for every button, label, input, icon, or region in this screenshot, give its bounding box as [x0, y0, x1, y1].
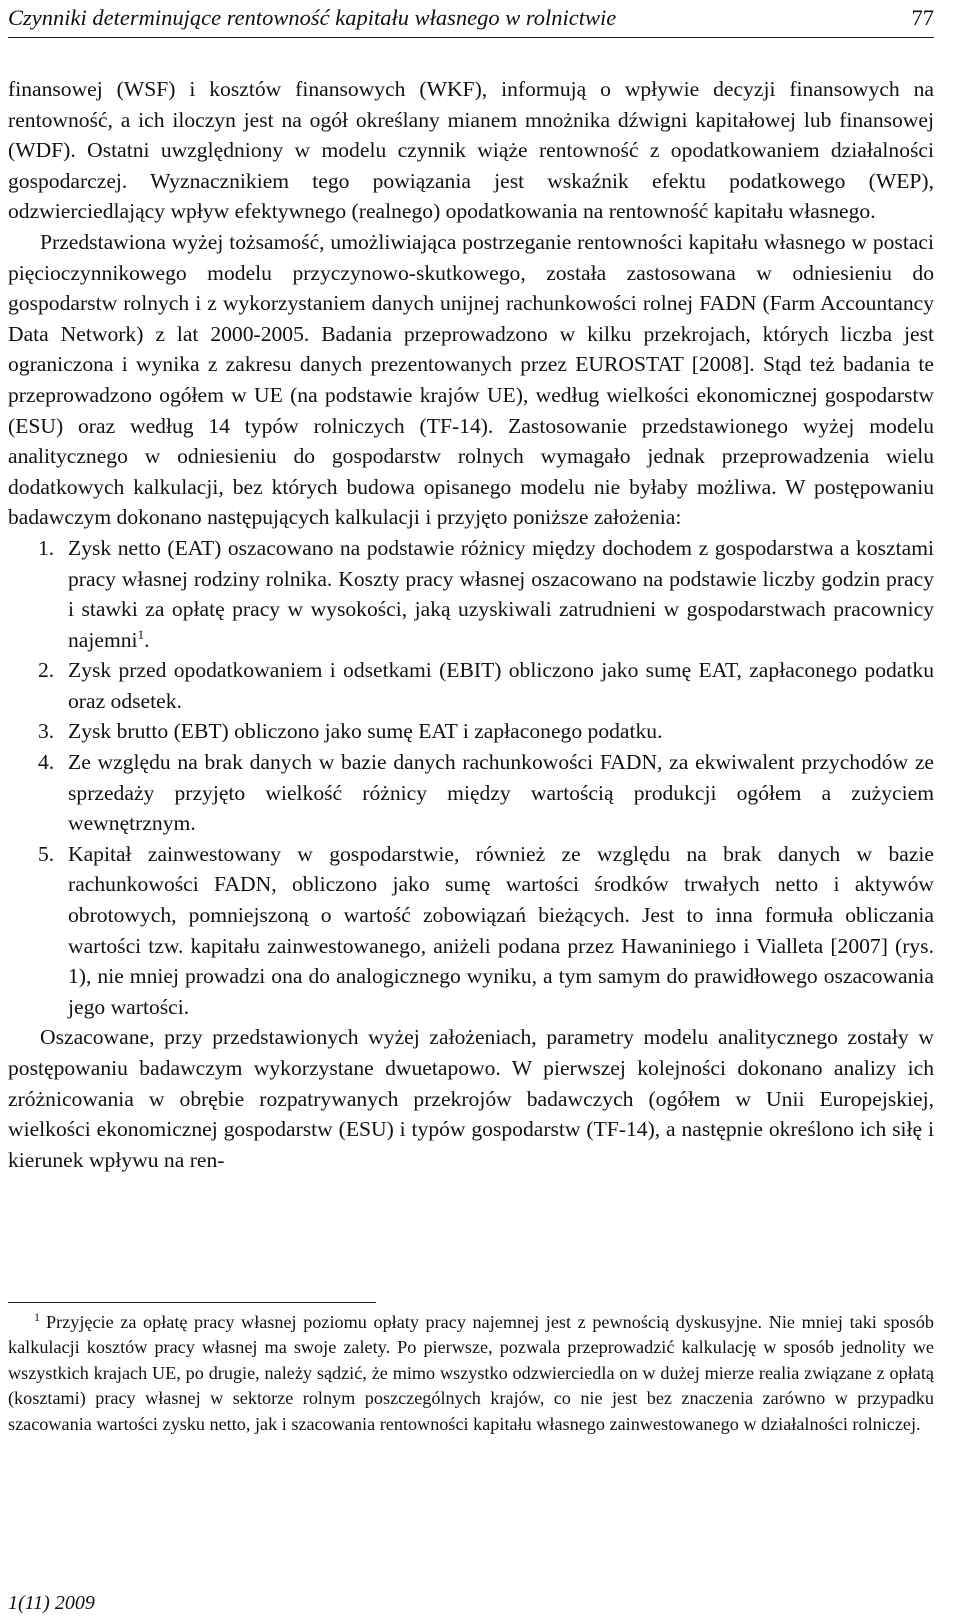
list-item-text: Zysk brutto (EBT) obliczono jako sumę EAT i zapłaconego podatku. — [68, 719, 663, 744]
footnote-reference: 1 — [137, 626, 145, 642]
running-title: Czynniki determinujące rentowność kapitału własnego w rolnictwie — [8, 5, 617, 30]
list-item — [8, 533, 934, 655]
list-item-text: Ze względu na brak danych w bazie danych rachunkowości FADN, za ekwiwalent przychodów ze sprzedaży przyjęto wielkość różnicy między wartością produkcji ogółem a zużyciem wewnętrznym. — [68, 750, 934, 836]
list-item — [8, 839, 934, 1023]
list-item-tail: . — [144, 627, 150, 652]
list-item — [8, 655, 934, 716]
paragraph-2: Przedstawiona wyżej tożsamość, umożliwiająca postrzeganie rentowności kapitału własnego w postaci pięcioczynnikowego modelu przyczynowo-skutkowego, została zastosowana w odniesieniu do gospodarstw rolnych i z wykorzystaniem danych unijnej rachunkowości rolnej FADN (Farm Accountancy Data Network) z lat 2000-2005. Badania przeprowadzono w kilku przekrojach, których liczba jest ograniczona i wynika z zakresu danych prezentowanych przez EUROSTAT [2008]. Stąd też badania te przeprowadzono ogółem w UE (na podstawie krajów UE), według wielkości ekonomicznej gospodarstw (ESU) oraz według 14 typów rolniczych (TF-14). Zastosowanie przedstawionego wyżej modelu analitycznego w odniesieniu do gospodarstw rolnych wymagało jednak przeprowadzenia wielu dodatkowych kalkulacji, bez których budowa opisanego modelu nie byłaby możliwa. W postępowaniu badawczym dokonano następujących kalkulacji i przyjęto poniższe założenia: — [8, 229, 934, 530]
list-item-text: Zysk przed opodatkowaniem i odsetkami (EBIT) obliczono jako sumę EAT, zapłaconego podatku oraz odsetek. — [68, 658, 934, 713]
list-item-text: Zysk netto (EAT) oszacowano na podstawie różnicy między dochodem z gospodarstwa a kosztami pracy własnej rodziny rolnika. Koszty pracy własnej oszacowano na podstawie liczby godzin pracy i stawki za opłatę pracy w wysokości, jaką uzyskiwali zatrudnieni w gospodarstwach pracownicy najemni — [68, 535, 934, 652]
footnote-marker: 1 — [34, 1310, 40, 1324]
list-item-number: 5. — [38, 841, 55, 866]
assumptions-list — [8, 533, 934, 1023]
body-text — [8, 74, 934, 1175]
footnote-text: Przyjęcie za opłatę pracy własnej poziomu opłaty pracy najemnej jest z pewnością dyskusyjne. Nie mniej taki sposób kalkulacji kosztów pracy własnej ma swoje zalety. Po pierwsze, pozwala przeprowadzić kalkulację w sposób jednolity we wszystkich krajach UE, po drugie, należy sądzić, że mimo wszystko odzwierciedla on w dużej mierze realia związane z opłatą (kosztami) pracy własnej w sektorze rolnym poszczególnych krajów, co nie jest bez znaczenia zarówno w przypadku szacowania wartości zysku netto, jak i szacowania rentowności kapitału własnego zainwestowanego w działalności rolniczej. — [8, 1312, 934, 1434]
page-number: 77 — [911, 5, 934, 30]
footnote — [8, 1310, 934, 1437]
list-item-number: 1. — [38, 535, 55, 560]
footnote-divider — [8, 1302, 376, 1303]
running-header — [8, 0, 934, 38]
running-footer: 1(11) 2009 — [8, 1592, 95, 1614]
list-item-number: 4. — [38, 750, 55, 775]
list-item-number: 2. — [38, 658, 55, 683]
paragraph-1: finansowej (WSF) i kosztów finansowych (WKF), informują o wpływie decyzji finansowych na rentowność, a ich iloczyn jest na ogół określany mianem mnożnika dźwigni kapitałowej lub finansowej (WDF). Ostatni uwzględniony w modelu czynnik wiąże rentowność z opodatkowaniem działalności gospodarczej. Wyznacznikiem tego powiązania jest wskaźnik efektu podatkowego (WEP), odzwierciedlający wpływ efektywnego (realnego) opodatkowania na rentowność kapitału własnego. — [8, 77, 934, 224]
list-item-number: 3. — [38, 719, 55, 744]
list-item — [8, 716, 934, 747]
list-item-text: Kapitał zainwestowany w gospodarstwie, również ze względu na brak danych w bazie rachunkowości FADN, obliczono jako sumę wartości środków trwałych netto i aktywów obrotowych, pomniejszoną o wartość zobowiązań bieżących. Jest to inna formuła obliczania wartości tzw. kapitału zainwestowanego, aniżeli podana przez Hawaniniego i Vialleta [2007] (rys. 1), nie mniej prowadzi ona do analogicznego wyniku, a tym samym do prawidłowego oszacowania jego wartości. — [68, 841, 934, 1019]
list-item — [8, 747, 934, 839]
paragraph-3: Oszacowane, przy przedstawionych wyżej założeniach, parametry modelu analitycznego zostały w postępowaniu badawczym wykorzystane dwuetapowo. W pierwszej kolejności dokonano analizy ich zróżnicowania w obrębie rozpatrywanych przekrojów badawczych (ogółem w Unii Europejskiej, wielkości ekonomicznej gospodarstw (ESU) i typów gospodarstw (TF-14), a następnie określono ich siłę i kierunek wpływu na ren- — [8, 1025, 934, 1172]
